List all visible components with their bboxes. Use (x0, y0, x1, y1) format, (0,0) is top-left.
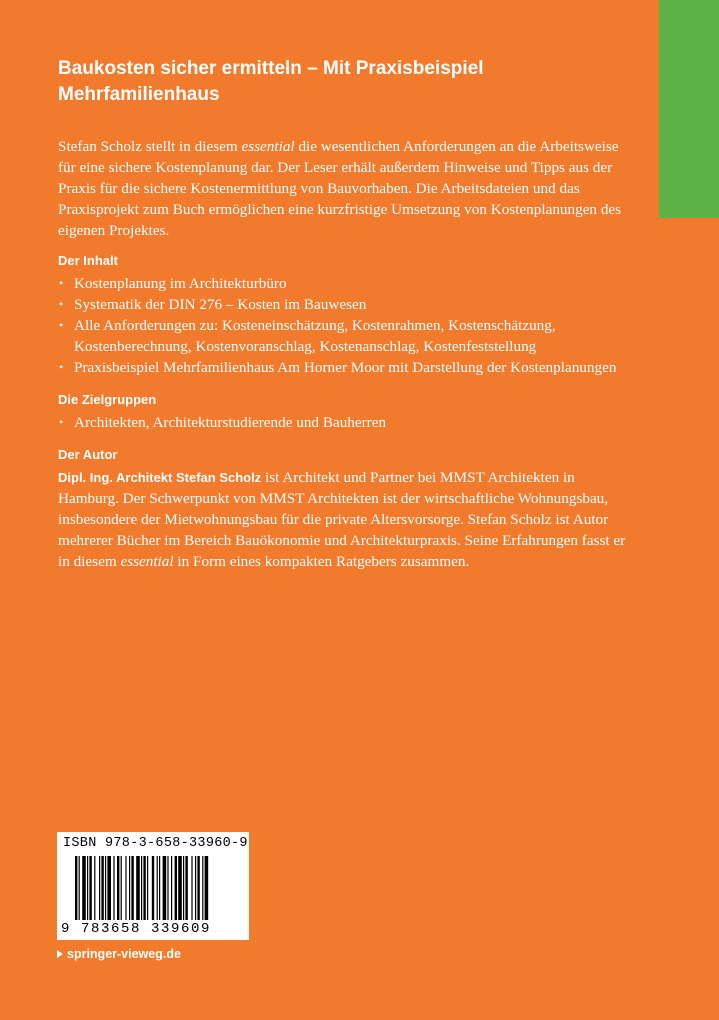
barcode-bar (143, 856, 145, 920)
back-cover-text (58, 136, 638, 572)
barcode-bar (89, 856, 91, 920)
zielgruppen-list (58, 412, 638, 433)
inhalt-heading: Der Inhalt (58, 253, 118, 268)
autor-text-start: ist Architekt und Partner bei MMST Architekten in Hamburg. Der Schwerpunkt von MMST Architekten ist der wirtschaftliche Wohnungsbau, insbesondere der Mietwohnungsbau für die private Altersvorsorge. Stefan Scholz ist Autor mehrerer Bücher im Bereich Bauökonomie und Architekturpraxis. Seine Erfahrungen fasst er in diesem (58, 469, 626, 570)
barcode-bar (167, 856, 168, 920)
green-corner-tab (659, 0, 719, 218)
barcode-bar (79, 856, 80, 920)
arrow-right-icon (57, 950, 63, 958)
barcode-bar (141, 856, 142, 920)
barcode-bar (99, 856, 100, 920)
barcode-bar (121, 856, 122, 920)
barcode-bar (159, 856, 160, 920)
barcode-bar (82, 856, 86, 920)
barcode-bar (107, 856, 111, 920)
barcode-bar (75, 856, 77, 920)
barcode-bar (94, 856, 95, 920)
barcode-bar (197, 856, 199, 920)
barcode-bar (163, 856, 167, 920)
barcode-bar (131, 856, 133, 920)
intro-paragraph (58, 136, 638, 241)
title-line-1: Baukosten sicher ermitteln – Mit Praxisbeispiel (58, 58, 484, 79)
barcode-bar (117, 856, 119, 920)
intro-text-end: die wesentlichen Anforderungen an die Arbeitsweise für eine sichere Kostenplanung dar. Der Leser erhält außerdem Hinweise und Tipps aus der Praxis für die sichere Kostenermittlung von Bauvorhaben. Die Arbeitsdateien und das Praxisprojekt zum Buch ermöglichen eine kurzfristige Umsetzung von Kostenplanungen des eigenen Projektes. (58, 138, 622, 239)
barcode-bars (75, 856, 245, 920)
barcode-bar (171, 856, 172, 920)
barcode-bar (183, 856, 184, 920)
book-title (58, 56, 618, 108)
inhalt-item: • Kostenplanung im Architekturbüro (58, 273, 638, 294)
zielgruppen-heading: Die Zielgruppen (58, 392, 157, 407)
isbn-label: ISBN 978-3-658-33960-9 (63, 836, 248, 851)
autor-paragraph (58, 467, 638, 572)
barcode-bar (129, 856, 130, 920)
barcode-bar (175, 856, 177, 920)
barcode-bar (178, 856, 182, 920)
barcode-bar (147, 856, 148, 920)
website-label: springer-vieweg.de (67, 947, 181, 961)
inhalt-item: • Alle Anforderungen zu: Kosteneinschätzung, Kostenrahmen, Kostenschätzung, Kostenberechnung, Kostenvoranschlag, Kostenanschlag, Kostenfeststellung (58, 315, 638, 357)
barcode-bar (185, 856, 187, 920)
barcode-bar (202, 856, 203, 920)
publisher-website[interactable] (57, 947, 181, 961)
barcode-bar (157, 856, 158, 920)
barcode-bar (191, 856, 192, 920)
inhalt-item: • Praxisbeispiel Mehrfamilienhaus Am Horner Moor mit Darstellung der Kostenplanungen (58, 357, 638, 378)
author-name: Dipl. Ing. Architekt Stefan Scholz (58, 470, 262, 485)
barcode-bar (113, 856, 114, 920)
barcode-bar (101, 856, 103, 920)
autor-italic-essential: essential (120, 553, 174, 570)
isbn-barcode (57, 832, 249, 940)
barcode-bar (125, 856, 126, 920)
barcode-bar (205, 856, 209, 920)
barcode-bar (105, 856, 106, 920)
barcode-bar (152, 856, 154, 920)
autor-heading: Der Autor (58, 447, 118, 462)
barcode-bar (195, 856, 196, 920)
zielgruppen-item: • Architekten, Architekturstudierende und Bauherren (58, 412, 638, 433)
barcode-bar (136, 856, 140, 920)
title-line-2: Mehrfamilienhaus (58, 84, 220, 105)
inhalt-list (58, 273, 638, 378)
barcode-bar (87, 856, 88, 920)
autor-text-end: in Form eines kompakten Ratgebers zusammen. (173, 553, 470, 570)
intro-text-start: Stefan Scholz stellt in diesem (58, 138, 242, 155)
inhalt-item: • Systematik der DIN 276 – Kosten im Bauwesen (58, 294, 638, 315)
intro-italic-essential: essential (241, 138, 295, 155)
barcode-digits: 9 783658 339609 (61, 921, 212, 937)
